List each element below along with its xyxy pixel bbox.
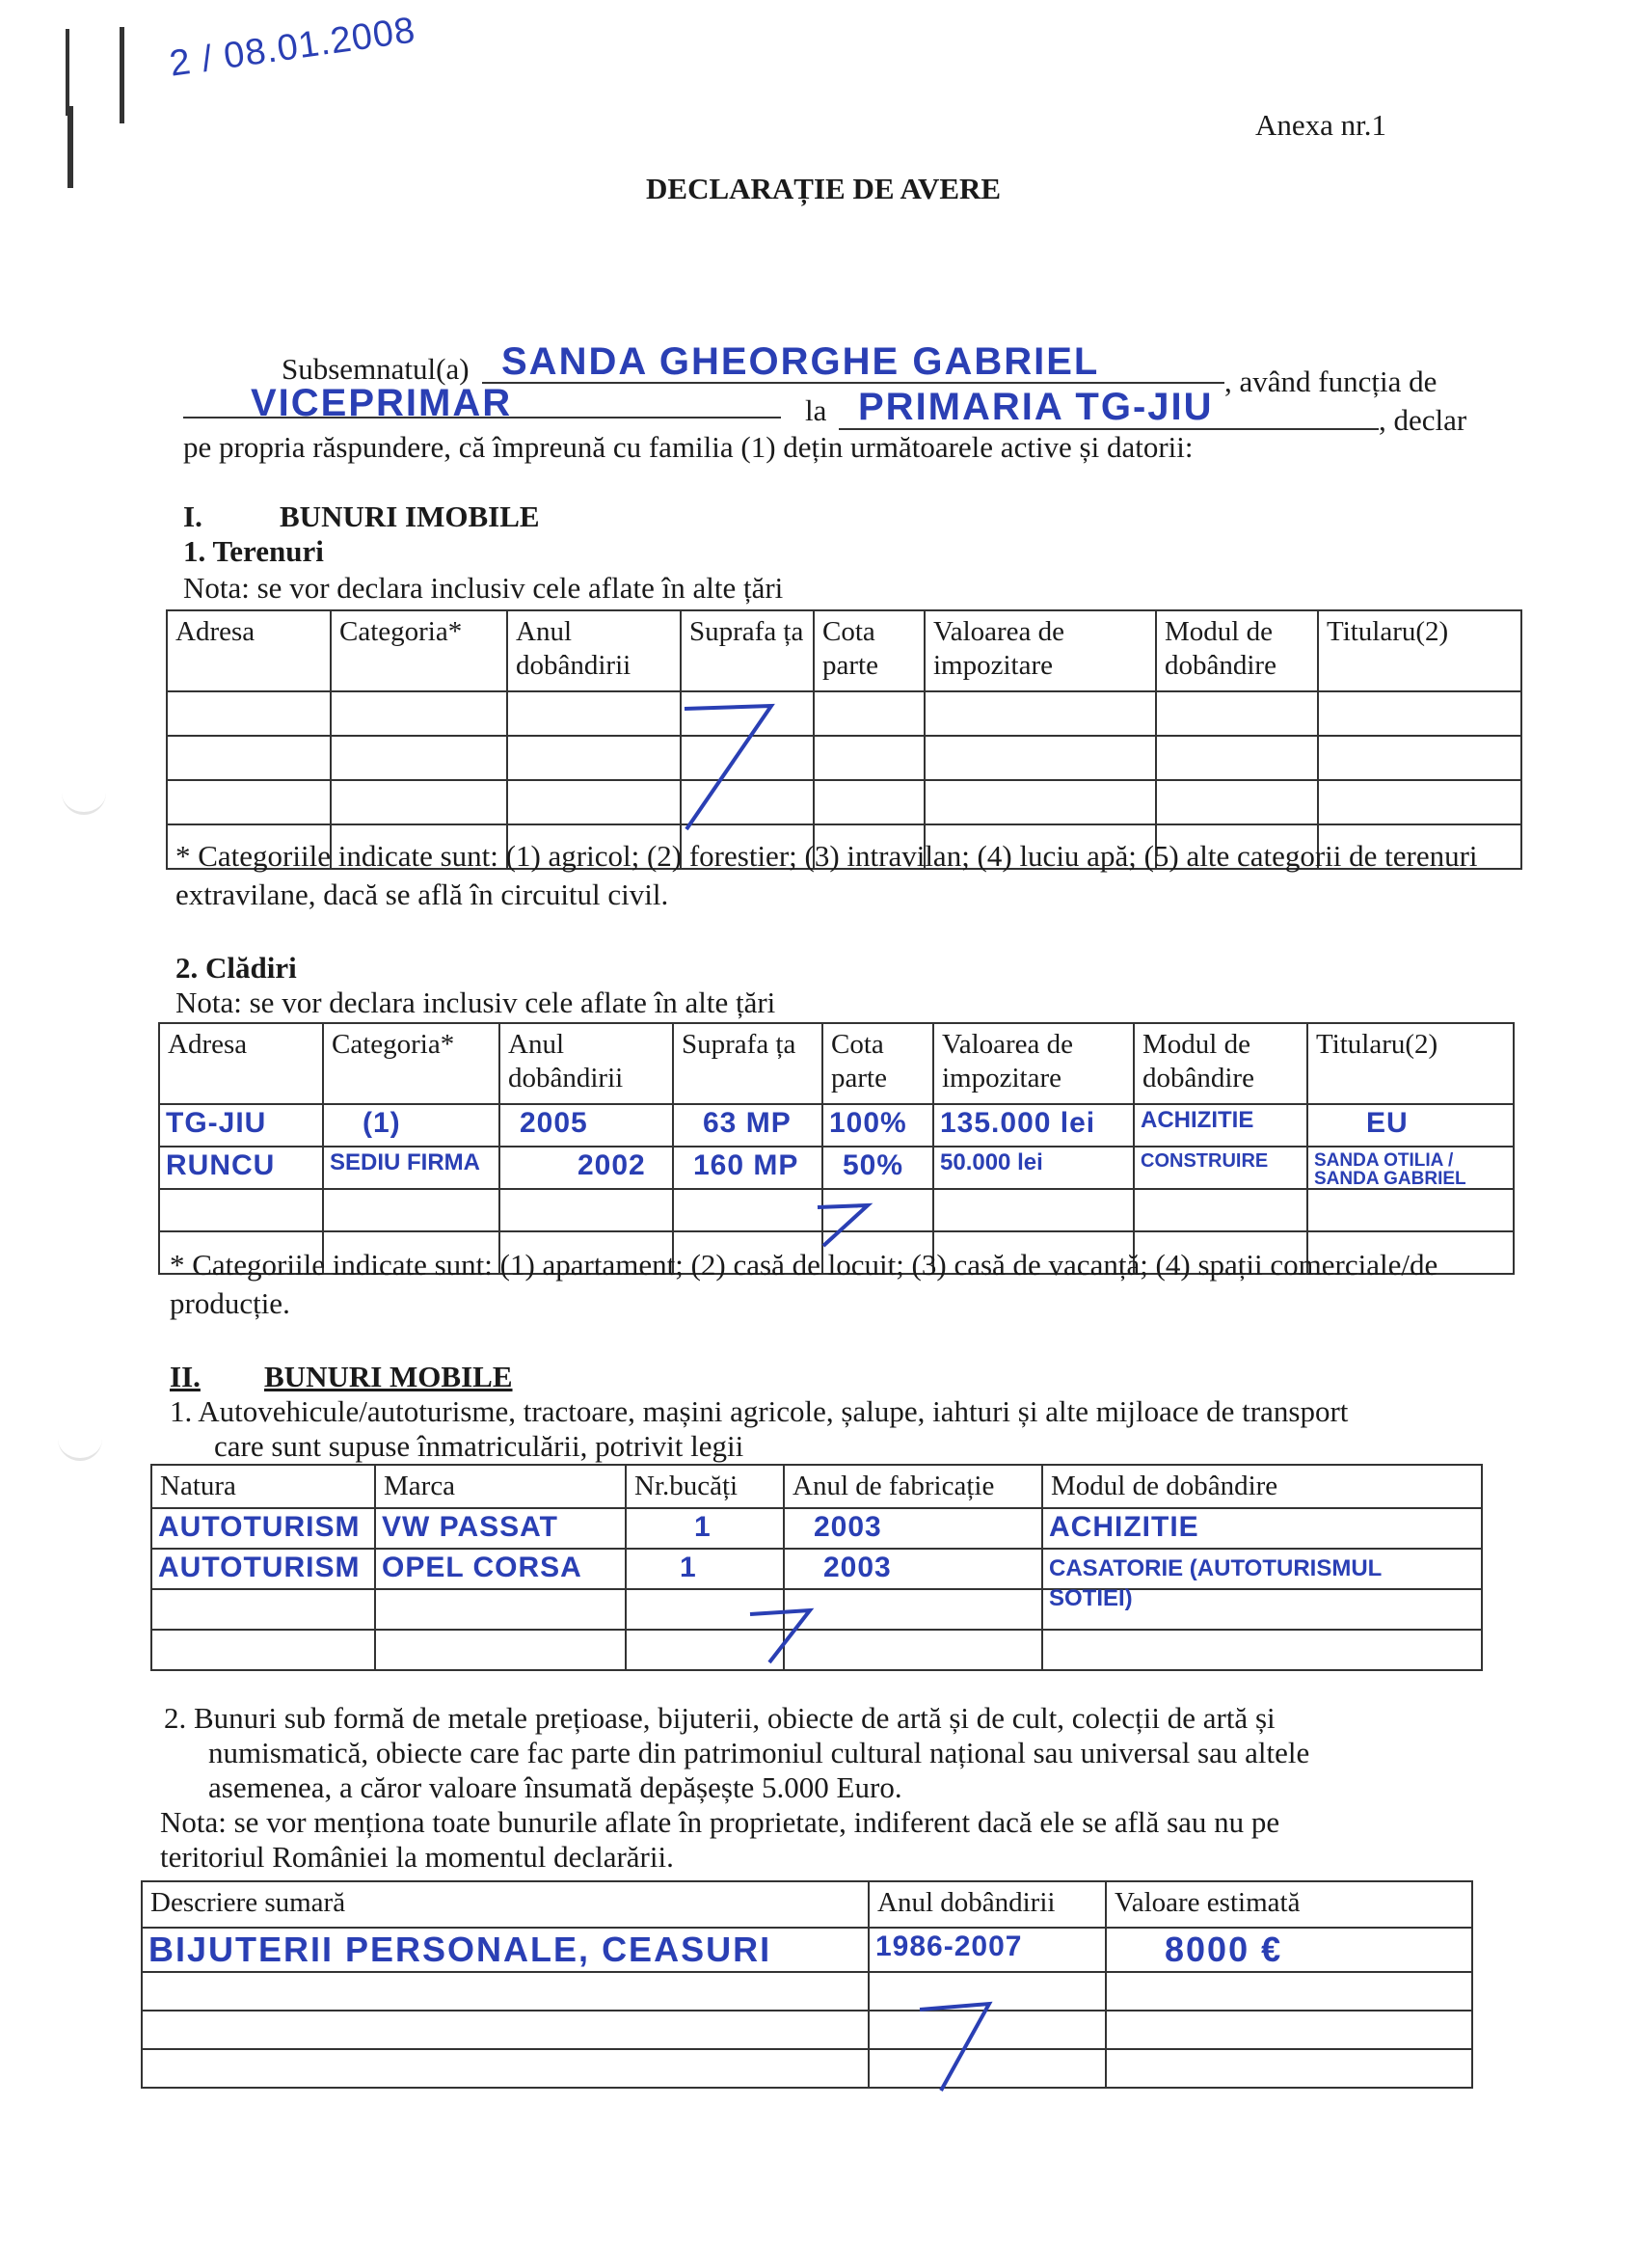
terenuri-note: Nota: se vor declara inclusiv cele aflate în alte țări [183,571,784,605]
cell-value: 2003 [823,1551,892,1583]
header-cell: Suprafa ța [681,610,814,691]
cell-value: TG-JIU [166,1107,267,1139]
header-cell: Cota parte [814,610,925,691]
valori-paragraph: 2. Bunuri sub formă de metale prețioase, bijuterii, obiecte de artă și de cult, colecții de artă și [164,1701,1276,1735]
section-1-heading: BUNURI IMOBILE [280,500,540,533]
header-cell: Modul de dobândire [1134,1023,1307,1104]
header-cell: Categoria* [331,610,507,691]
header-cell: Anul dobândirii [499,1023,673,1104]
table-row [151,1508,1482,1549]
valori-note-cont: teritoriul României la momentul declarării. [160,1840,674,1874]
scan-edge-mark [120,27,124,123]
table-header-row [142,1881,1472,1928]
cladiri-footnote: * Categoriile indicate sunt: (1) apartament; (2) casă de locuit; (3) casă de vacanță; (4) spații comerciale/de producție. [170,1248,1438,1321]
subsemnatul-label: Subsemnatul(a) [282,352,470,386]
cell-value: ACHIZITIE [1049,1510,1199,1543]
cell-value: 50% [843,1149,904,1181]
vehicule-heading-cont: care sunt supuse înmatriculării, potrivit legii [214,1429,744,1463]
header-cell: Anul de fabricație [784,1465,1042,1508]
declarant-name: SANDA GHEORGHE GABRIEL [501,340,1100,383]
document-title: DECLARAȚIE DE AVERE [646,172,1002,205]
header-cell: Natura [151,1465,375,1508]
table-row [167,736,1521,780]
cell-value: VW PASSAT [382,1510,558,1543]
table-header-row [159,1023,1514,1104]
header-cell: Valoarea de impozitare [925,610,1156,691]
punch-hole [62,791,106,815]
cell-value: AUTOTURISM [158,1551,361,1583]
terenuri-table [166,609,1522,870]
declar-label: , declar [1379,403,1467,437]
valori-paragraph-cont: numismatică, obiecte care fac parte din patrimoniul cultural național sau universal sau altele [208,1736,1310,1769]
cell-value: 8000 € [1165,1930,1283,1969]
cladiri-heading: 2. Clădiri [175,951,297,985]
section-1-number: I. [183,500,202,533]
header-cell: Marca [375,1465,626,1508]
cell-value: 2003 [814,1510,882,1543]
terenuri-footnote: * Categoriile indicate sunt: (1) agricol; (2) forestier; (3) intravilan; (4) luciu apă; (5) alte categorii de terenuri extravilane, dacă se află în circuitul civil. [175,839,1478,912]
declarant-statement: pe propria răspundere, că împreună cu familia (1) dețin următoarele active și datorii: [183,430,1194,464]
cell-value: 1986-2007 [875,1930,1023,1962]
header-cell: Valoare estimată [1106,1881,1472,1928]
cell-value: ACHIZITIE [1141,1107,1254,1133]
table-row [159,1147,1514,1189]
cell-value: 2002 [578,1149,646,1181]
table-row [159,1104,1514,1147]
table-header-row [151,1465,1482,1508]
header-cell: Valoarea de impozitare [933,1023,1134,1104]
header-cell: Titularu(2) [1318,610,1521,691]
table-row [167,780,1521,824]
table-header-row [167,610,1521,691]
registration-mark: 2 / 08.01.2008 [167,10,418,85]
terenuri-heading: 1. Terenuri [183,534,324,568]
valori-note: Nota: se vor menționa toate bunurile aflate în proprietate, indiferent dacă ele se află sau nu pe [160,1805,1280,1839]
cell-value: SEDIU FIRMA [330,1149,480,1175]
la-label: la [805,393,827,427]
cancel-slash-mark [912,1990,999,2096]
cell-value: 63 MP [703,1107,792,1139]
table-row [151,1549,1482,1589]
header-cell: Suprafa ța [673,1023,822,1104]
header-cell: Nr.bucăți [626,1465,784,1508]
cancel-slash-mark [675,694,800,839]
section-2-number: II. [170,1360,201,1393]
header-cell: Modul de dobândire [1042,1465,1482,1508]
cell-value: AUTOTURISM [158,1510,361,1543]
header-cell: Titularu(2) [1307,1023,1514,1104]
cell-value: OPEL CORSA [382,1551,582,1583]
scan-edge-mark [67,106,73,188]
punch-hole [58,1437,102,1461]
table-row [142,1928,1472,1972]
cell-value: 160 MP [693,1149,799,1181]
cell-value: 1 [694,1510,712,1543]
cancel-slash-mark [742,1601,820,1668]
cell-value: 1 [680,1551,697,1583]
cancel-slash-mark [810,1196,877,1254]
valori-table [141,1880,1473,2089]
header-cell: Anul dobândirii [869,1881,1106,1928]
vehicule-heading: 1. Autovehicule/autoturisme, tractoare, mașini agricole, șalupe, iahturi și alte mijloace de transport [170,1394,1349,1428]
annex-label: Anexa nr.1 [1255,108,1387,142]
cell-value: CASATORIE (AUTOTURISMUL SOTIEI) [1049,1554,1382,1611]
declarant-function: VICEPRIMAR [251,382,513,424]
cell-value: SANDA OTILIA / SANDA GABRIEL [1314,1150,1466,1189]
cell-value: 135.000 lei [940,1107,1096,1139]
table-row [167,691,1521,736]
header-cell: Adresa [159,1023,323,1104]
header-cell: Anul dobândirii [507,610,681,691]
cell-value: CONSTRUIRE [1141,1150,1269,1172]
section-2-heading: BUNURI MOBILE [264,1360,513,1393]
table-row [142,2049,1472,2088]
cell-value: EU [1366,1107,1409,1139]
header-cell: Descriere sumară [142,1881,869,1928]
scan-edge-mark [66,29,69,116]
table-row [142,1972,1472,2011]
cladiri-note: Nota: se vor declara inclusiv cele aflate în alte țări [175,986,776,1019]
header-cell: Categoria* [323,1023,499,1104]
cell-value: 100% [829,1107,907,1139]
cell-value: 50.000 lei [940,1149,1043,1175]
header-cell: Adresa [167,610,331,691]
header-cell: Cota parte [822,1023,933,1104]
table-row [142,2011,1472,2049]
cell-value: BIJUTERII PERSONALE, CEASURI [148,1930,772,1969]
avand-functia-label: , având funcția de [1224,364,1437,398]
header-cell: Modul de dobândire [1156,610,1318,691]
cell-value: RUNCU [166,1149,276,1181]
valori-paragraph-end: asemenea, a căror valoare însumată depășește 5.000 Euro. [208,1770,902,1804]
cell-value: (1) [363,1107,401,1139]
cell-value: 2005 [520,1107,588,1139]
declarant-institution: PRIMARIA TG-JIU [858,386,1214,428]
